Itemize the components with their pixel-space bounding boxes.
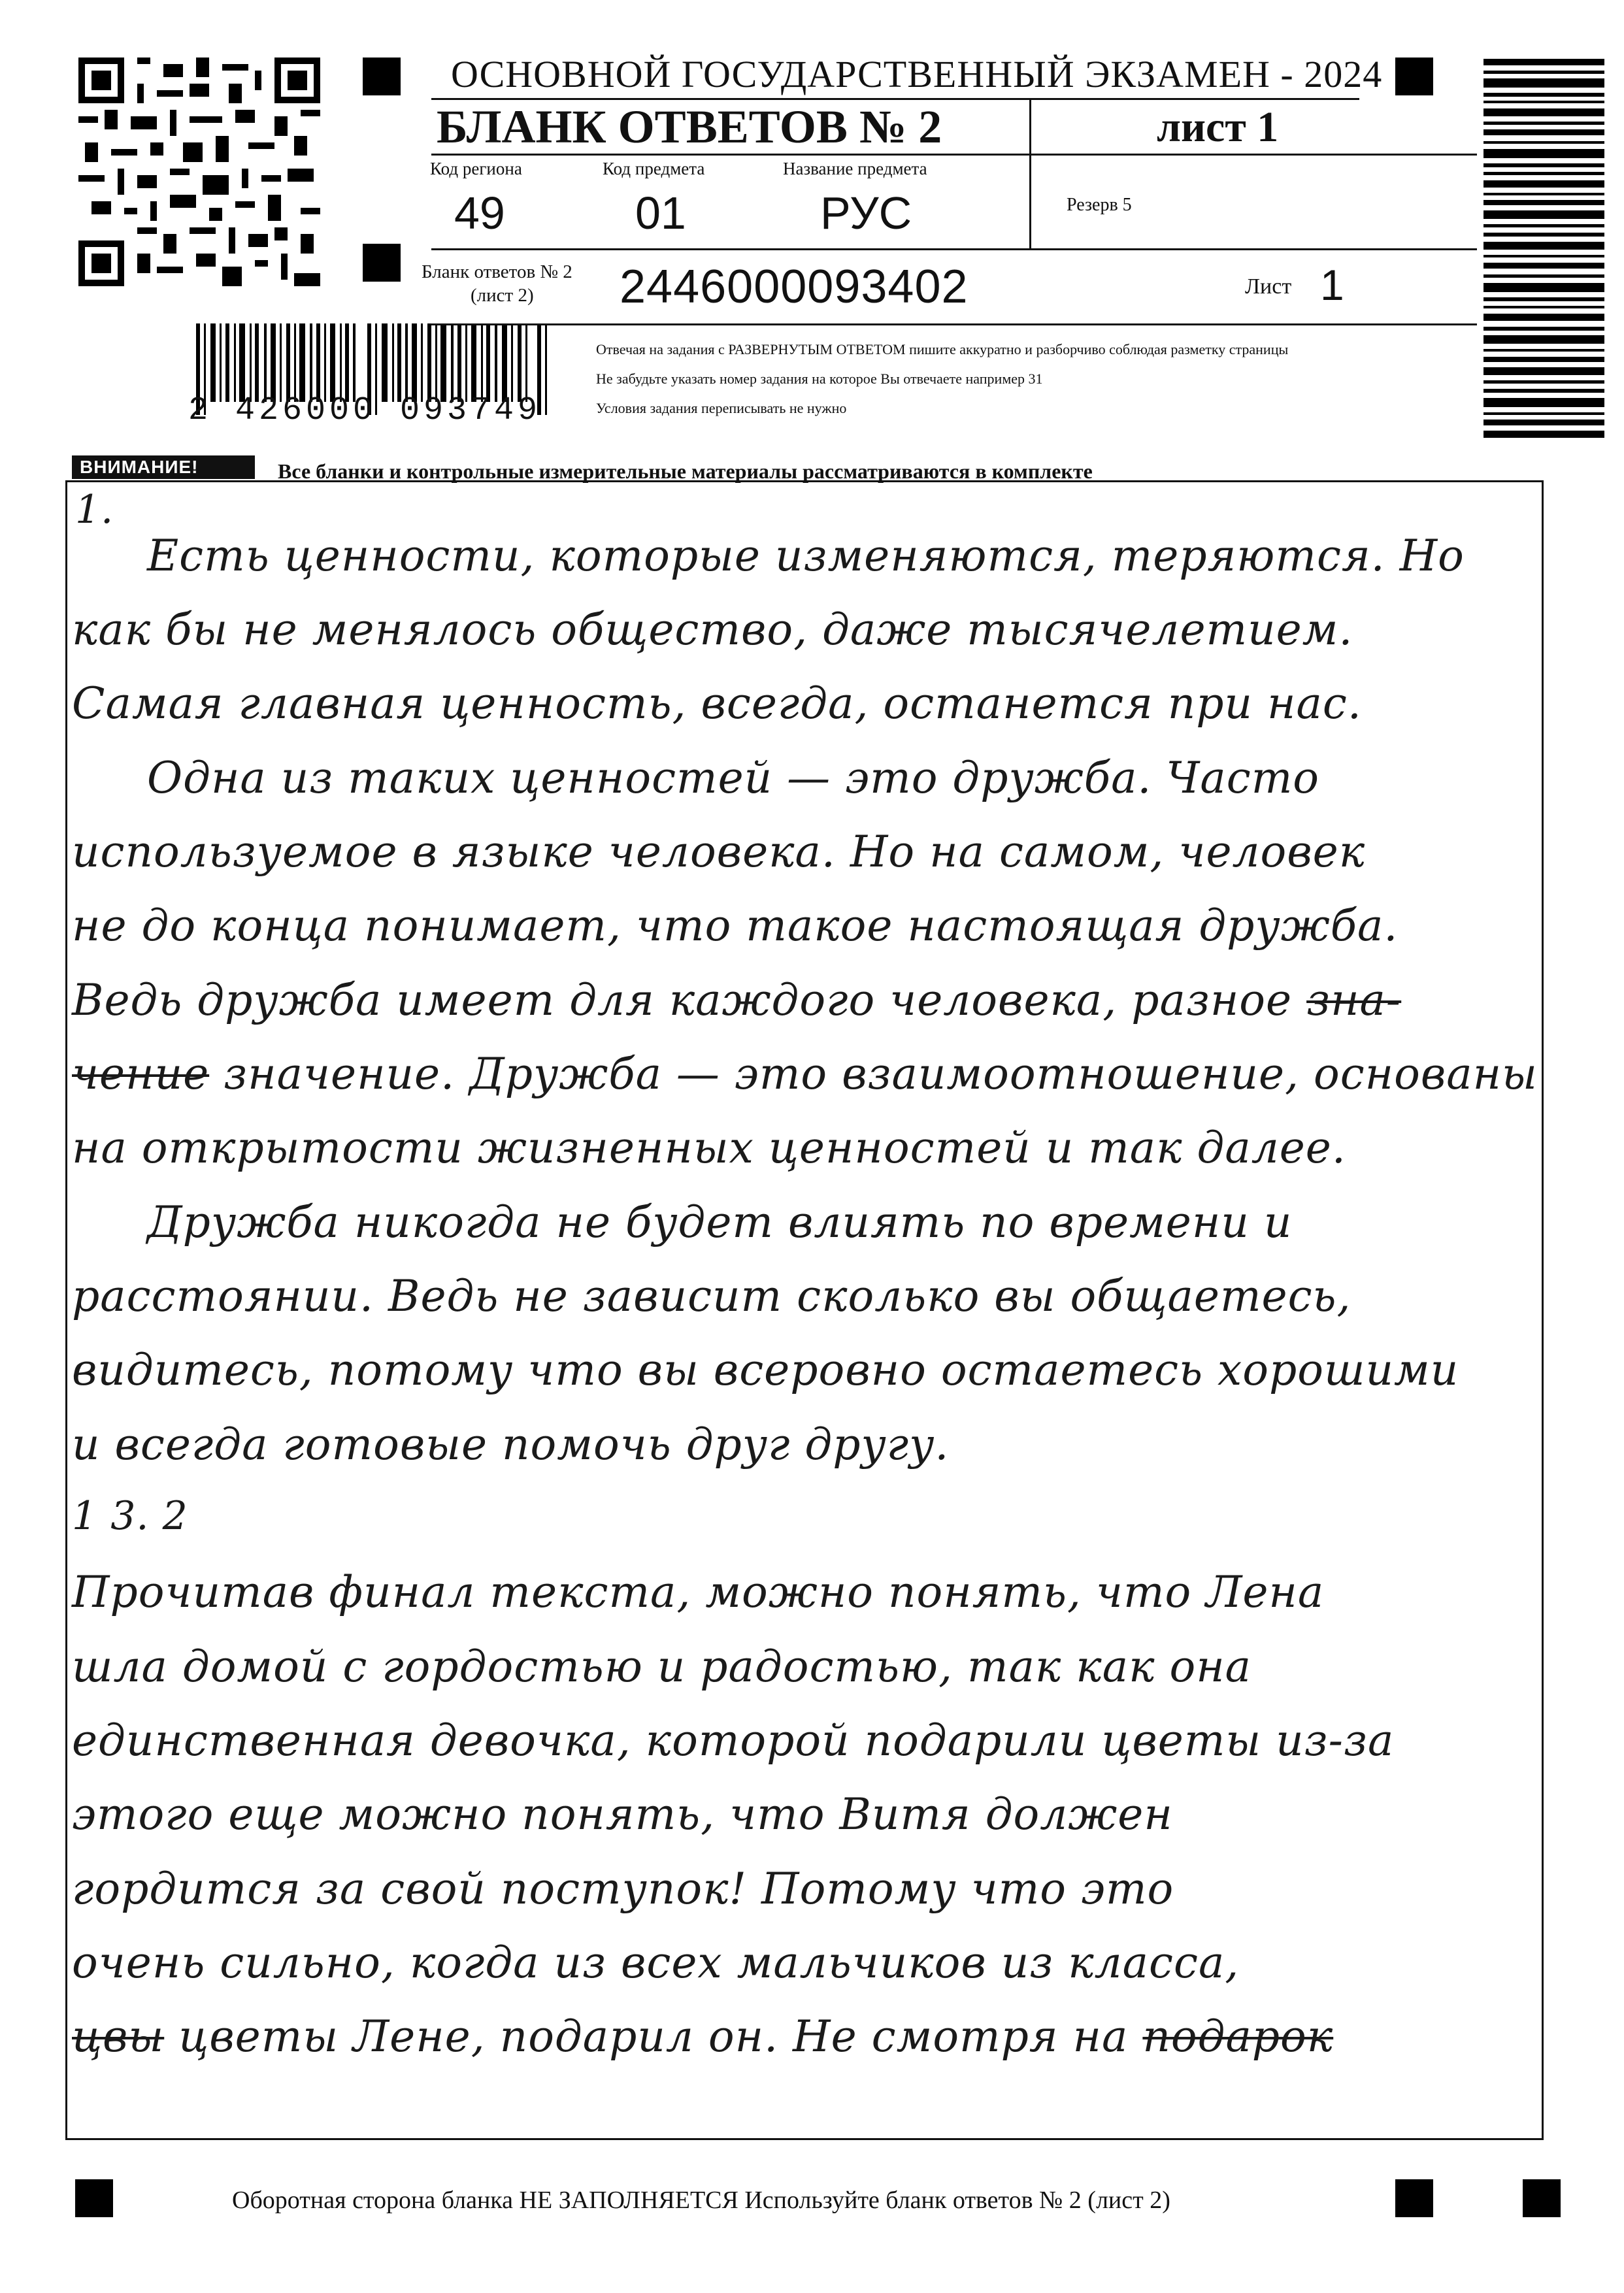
subject-name: РУС (820, 188, 912, 239)
task-number: 1. (75, 487, 114, 533)
crossed-out-word: цвы (72, 2011, 165, 2062)
region-code: 49 (454, 188, 505, 239)
alignment-marker (1395, 2179, 1433, 2217)
crossed-out-word: чение (72, 1049, 210, 1099)
crossed-out-word: подарок (1142, 2011, 1334, 2062)
answer-fragment: цветы Лене, подарил он. Не смотря на (178, 2011, 1129, 2062)
task-number: 1 3. 2 (72, 1493, 188, 1539)
answer-line (72, 975, 1401, 1025)
answer-line: Дружба никогда не будет влиять по времени и (147, 1197, 1293, 1247)
alignment-marker (363, 58, 401, 95)
answer-line: не до конца понимает, что такое настоящая дружба. (72, 900, 1399, 951)
instruction-line: Не забудьте указать номер задания на которое Вы отвечаете например 31 (596, 371, 1043, 387)
alignment-marker (1523, 2179, 1561, 2217)
blank-number: 2446000093402 (620, 261, 969, 313)
list-label: Лист (1245, 274, 1292, 299)
answer-line: гордится за свой поступок! Потому что это (72, 1864, 1174, 1914)
instruction-line: Отвечая на задания с РАЗВЕРНУТЫМ ОТВЕТОМ пишите аккуратно и разборчиво соблюдая разметку страницы (596, 341, 1289, 357)
answer-fragment: значение. Дружба — это взаимоотношение, основаны (224, 1049, 1538, 1099)
qr-code-icon (78, 58, 320, 286)
answer-line: на открытости жизненных ценностей и так далее. (72, 1123, 1346, 1173)
answer-line: Прочитав финал текста, можно понять, что Лена (72, 1567, 1325, 1617)
answer-line: Есть ценности, которые изменяются, теряются. Но (147, 531, 1465, 581)
alignment-marker (1395, 58, 1433, 95)
answer-line: расстоянии. Ведь не зависит сколько вы общаетесь, (72, 1271, 1351, 1321)
blank2-label: Бланк ответов № 2 (422, 261, 572, 282)
side-barcode-icon (1483, 59, 1604, 438)
answer-line: и всегда готовые помочь друг другу. (72, 1419, 950, 1470)
alignment-marker (75, 2179, 113, 2217)
blank2-sublabel: (лист 2) (471, 285, 534, 306)
attention-text: Все бланки и контрольные измерительные материалы рассматриваются в комплекте (278, 459, 1093, 483)
alignment-marker (363, 244, 401, 282)
answer-line: как бы не менялось общество, даже тысячелетием. (72, 604, 1353, 655)
answer-line: шла домой с гордостью и радостью, так как она (72, 1641, 1252, 1692)
barcode-number: 2 426000 093749 (188, 392, 542, 429)
answer-fragment: Ведь дружба имеет для каждого человека, разное (72, 975, 1293, 1025)
header-divider (1029, 98, 1031, 250)
header-rule (431, 323, 1477, 325)
footer-note: Оборотная сторона бланка НЕ ЗАПОЛНЯЕТСЯ Используйте бланк ответов № 2 (лист 2) (232, 2186, 1170, 2214)
list-number: 1 (1320, 261, 1344, 309)
subject-code: 01 (635, 188, 686, 239)
region-code-label: Код региона (430, 159, 522, 178)
form-title: БЛАНК ОТВЕТОВ № 2 (437, 101, 942, 153)
answer-line: видитесь, потому что вы всеровно остаетесь хорошими (72, 1345, 1459, 1395)
answer-line: Одна из таких ценностей — это дружба. Часто (147, 753, 1320, 803)
exam-title: ОСНОВНОЙ ГОСУДАРСТВЕННЫЙ ЭКЗАМЕН - 2024 (451, 53, 1383, 95)
subject-code-label: Код предмета (603, 159, 705, 178)
answer-line: используемое в языке человека. Но на самом, человек (72, 827, 1366, 877)
subject-name-label: Название предмета (783, 159, 927, 178)
answer-line: этого еще можно понять, что Витя должен (72, 1789, 1173, 1839)
answer-line (72, 2011, 1333, 2062)
sheet-label: лист 1 (1157, 103, 1279, 151)
crossed-out-word: зна- (1306, 975, 1402, 1025)
answer-line (72, 1049, 1538, 1099)
attention-badge-text: ВНИМАНИЕ! (80, 457, 199, 477)
header-rule (431, 154, 1477, 156)
header-rule (431, 248, 1477, 250)
reserve-label: Резерв 5 (1067, 195, 1132, 215)
answer-line: Самая главная ценность, всегда, останется при нас. (72, 678, 1362, 729)
answer-line: единственная девочка, которой подарили цветы из-за (72, 1715, 1395, 1766)
instruction-line: Условия задания переписывать не нужно (596, 400, 847, 416)
answer-line: очень сильно, когда из всех мальчиков из класса, (72, 1938, 1240, 1988)
